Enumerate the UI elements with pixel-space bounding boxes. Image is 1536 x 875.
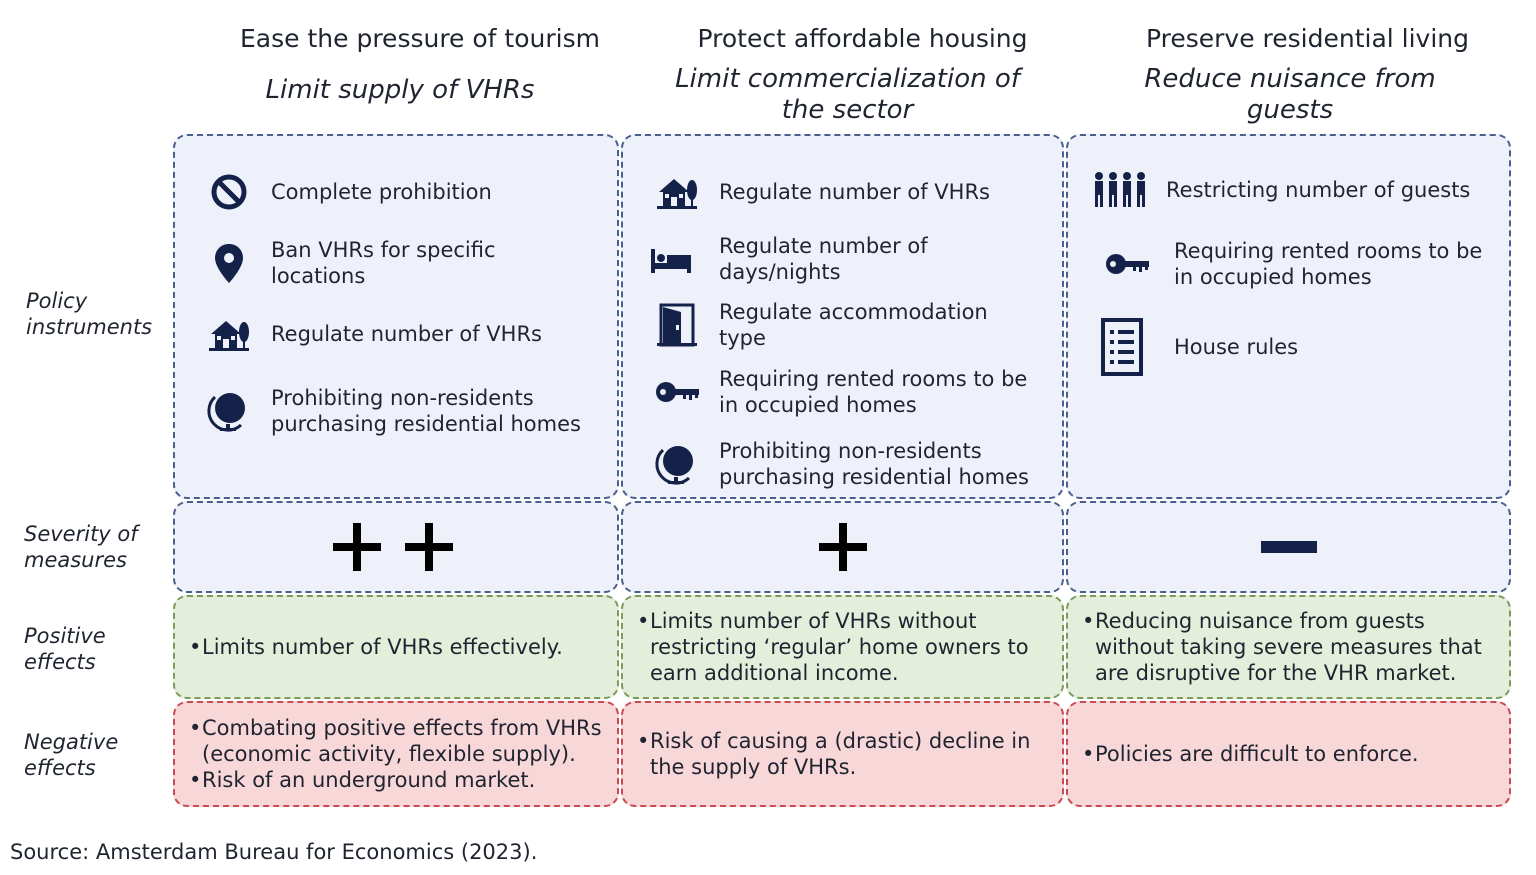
door-icon [655, 303, 699, 347]
policy-box-1 [173, 134, 619, 499]
globe-icon [655, 442, 699, 486]
instrument-item [207, 170, 581, 214]
prohibition-icon [207, 170, 251, 214]
house-icon [655, 170, 699, 214]
instrument-item [207, 237, 511, 289]
instrument-item [655, 170, 1019, 214]
policy-box-3 [1066, 134, 1511, 499]
policy-box-2 [621, 134, 1064, 499]
minus-icon [1261, 539, 1317, 555]
severity-box-2 [621, 501, 1064, 593]
positive-box-3 [1066, 595, 1511, 699]
instrument-label: Restricting number of guests [1166, 178, 1471, 202]
positive-box-1 [173, 595, 619, 699]
positive-box-2 [621, 595, 1064, 699]
key-icon [1098, 242, 1156, 286]
instrument-label: Regulate number of VHRs [719, 180, 990, 204]
objective-heading-1: Limit supply of VHRs [265, 75, 535, 105]
instrument-label: Regulate accommodation type [719, 300, 988, 350]
instrument-label: Regulate number of VHRs [271, 322, 542, 346]
negative-box-3 [1066, 701, 1511, 807]
negative-effect: • Policies are difficult to enforce. [1082, 742, 1419, 766]
negative-effect: • Combating positive effects from VHRs (economic activity, flexible supply). [189, 716, 602, 766]
instrument-item [1092, 168, 1486, 212]
key-icon [655, 370, 699, 414]
instrument-label: Ban VHRs for specific locations [271, 238, 496, 288]
positive-effect: • Limits number of VHRs without restricting ‘regular’ home owners to earn additional income. [637, 609, 1029, 685]
goal-heading-1: Ease the pressure of tourism [240, 24, 600, 53]
house-icon [207, 312, 251, 356]
row-label-policy: Policy instruments [26, 289, 153, 339]
instrument-item [655, 438, 1039, 490]
double-plus-icon [331, 521, 461, 573]
location-pin-icon [207, 241, 251, 285]
negative-effect: • Risk of causing a (drastic) decline in the supply of VHRs. [637, 729, 1031, 779]
instrument-item [207, 385, 591, 437]
row-label-negative: Negative effects [24, 730, 119, 780]
row-label-positive: Positive effects [24, 624, 106, 674]
instrument-label: Prohibiting non-residents purchasing residential homes [719, 439, 1029, 489]
instrument-item [649, 233, 959, 285]
instrument-label: Regulate number of days/nights [719, 234, 928, 284]
instrument-label: Prohibiting non-residents purchasing residential homes [271, 386, 581, 436]
checklist-icon [1100, 318, 1144, 376]
positive-effect: • Reducing nuisance from guests without taking severe measures that are disruptive for the VHR market. [1082, 609, 1482, 685]
globe-icon [207, 389, 251, 433]
instrument-item [655, 299, 999, 351]
goal-heading-3: Preserve residential living [1145, 24, 1470, 53]
source-note: Source: Amsterdam Bureau for Economics (2023). [10, 840, 538, 864]
objective-heading-3: Reduce nuisance from guests [1144, 64, 1436, 125]
row-label-severity: Severity of measures [24, 522, 138, 572]
objective-heading-2: Limit commercialization of the sector [675, 64, 1020, 125]
negative-box-2 [621, 701, 1064, 807]
positive-effect: • Limits number of VHRs effectively. [189, 635, 563, 659]
bed-icon [649, 237, 693, 281]
plus-icon [817, 521, 869, 573]
instrument-label: Requiring rented rooms to be in occupied homes [1174, 239, 1483, 289]
instrument-item [1100, 318, 1374, 376]
instrument-label: Requiring rented rooms to be in occupied homes [719, 367, 1028, 417]
instrument-item [655, 366, 1039, 418]
instrument-label: Complete prohibition [271, 180, 492, 204]
negative-box-1 [173, 701, 619, 807]
instrument-label: House rules [1174, 335, 1299, 359]
goal-heading-2: Protect affordable housing [697, 24, 1028, 53]
instrument-item [207, 312, 591, 356]
negative-effect: • Risk of an underground market. [189, 768, 536, 792]
group-icon [1092, 168, 1148, 212]
instrument-item [1098, 238, 1494, 290]
severity-box-3 [1066, 501, 1511, 593]
severity-box-1 [173, 501, 619, 593]
